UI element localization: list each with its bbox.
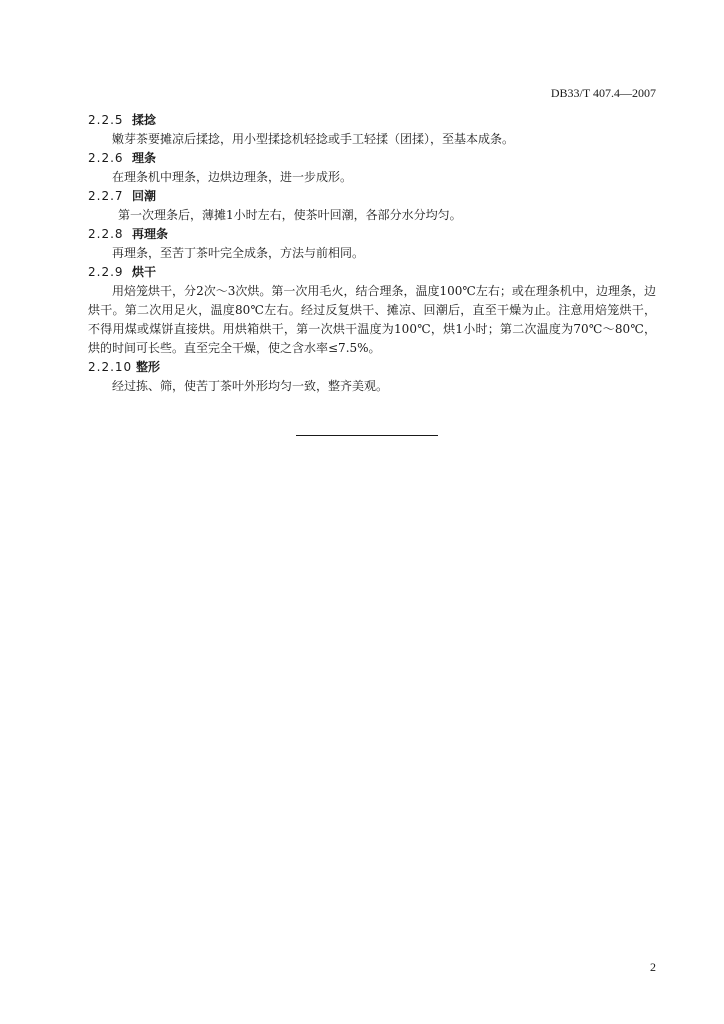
section-2-2-7 xyxy=(88,187,656,225)
section-number: 2.2.9 xyxy=(88,265,124,279)
section-heading xyxy=(88,225,656,244)
section-paragraph: 用焙笼烘干，分2次～3次烘。第一次用毛火，结合理条，温度100℃左右；或在理条机中，边理条，边烘干。第二次用足火，温度80℃左右。经过反复烘干、摊凉、回潮后，直至干燥为止。注意用焙笼烘干，不得用煤或煤饼直接烘。用烘箱烘干，第一次烘干温度为100℃，烘1小时；第二次温度为70℃～80℃，烘的时间可长些。直至完全干燥，使之含水率≤7.5%。 xyxy=(88,284,656,355)
section-number: 2.2.6 xyxy=(88,151,124,165)
section-title: 回潮 xyxy=(132,189,157,203)
section-number: 2.2.10 xyxy=(88,360,133,374)
section-paragraph: 第一次理条后，薄摊1小时左右，使茶叶回潮，各部分水分均匀。 xyxy=(118,208,462,222)
section-number: 2.2.7 xyxy=(88,189,124,203)
section-number: 2.2.5 xyxy=(88,113,124,127)
section-title: 整形 xyxy=(136,360,161,374)
section-paragraph: 经过拣、筛，使苦丁茶叶外形均匀一致，整齐美观。 xyxy=(112,379,389,393)
section-2-2-8 xyxy=(88,225,656,263)
page-number: 2 xyxy=(650,960,656,974)
section-number: 2.2.8 xyxy=(88,227,124,241)
section-2-2-5 xyxy=(88,111,656,149)
section-paragraph: 嫩芽茶要摊凉后揉捻，用小型揉捻机轻捻或手工轻揉（团揉），至基本成条。 xyxy=(112,132,515,146)
section-title: 理条 xyxy=(132,151,157,165)
section-heading xyxy=(88,187,656,206)
end-rule xyxy=(296,435,438,436)
document-body xyxy=(88,111,656,396)
section-paragraph: 在理条机中理条，边烘边理条，进一步成形。 xyxy=(112,170,353,184)
section-heading xyxy=(88,263,656,282)
section-heading xyxy=(88,111,656,130)
section-2-2-6 xyxy=(88,149,656,187)
section-title: 揉捻 xyxy=(132,113,157,127)
section-title: 烘干 xyxy=(132,265,157,279)
section-2-2-9 xyxy=(88,263,656,358)
section-title: 再理条 xyxy=(132,227,169,241)
section-heading xyxy=(88,149,656,168)
section-paragraph: 再理条，至苦丁茶叶完全成条，方法与前相同。 xyxy=(112,246,365,260)
document-code: DB33/T 407.4—2007 xyxy=(550,86,656,100)
section-2-2-10 xyxy=(88,358,656,396)
section-heading xyxy=(88,358,656,377)
